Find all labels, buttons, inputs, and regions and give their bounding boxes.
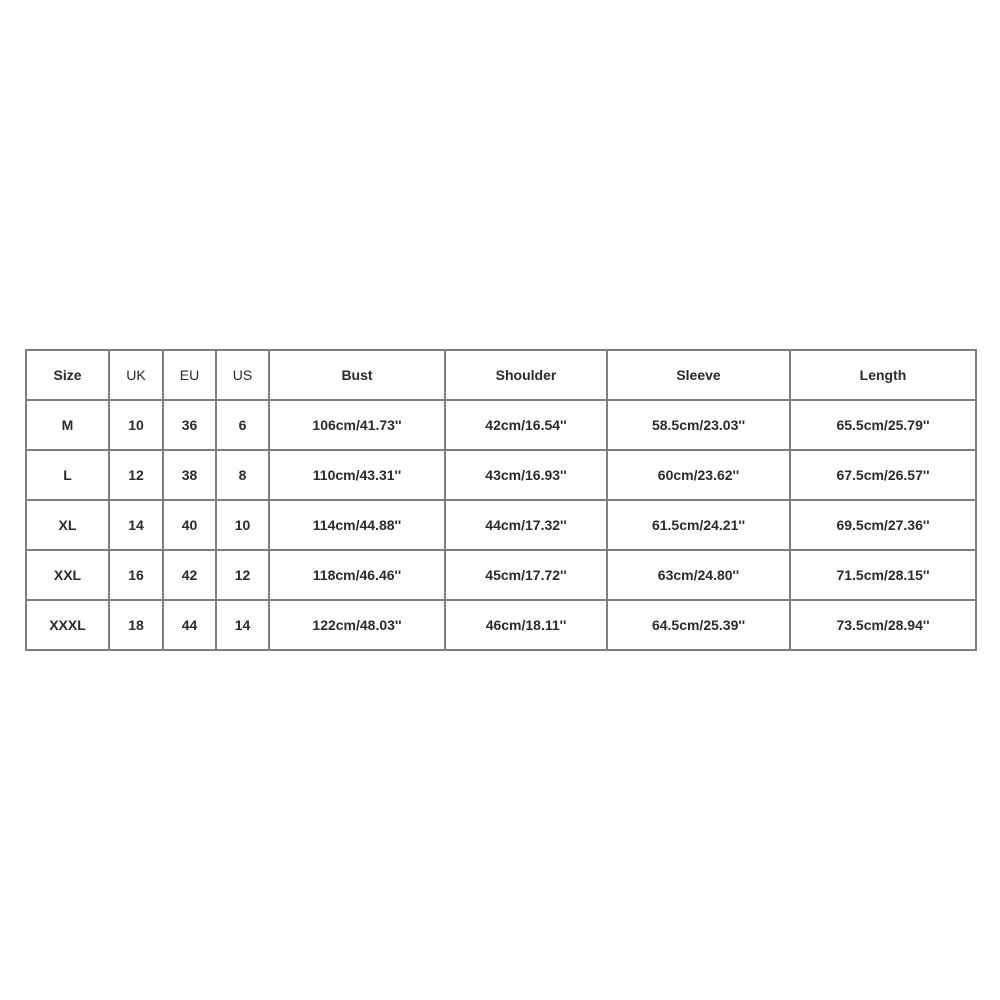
table-row	[26, 600, 976, 650]
cell-uk: 18	[109, 600, 163, 650]
cell-shoulder: 42cm/16.54''	[445, 400, 607, 450]
cell-bust: 110cm/43.31''	[269, 450, 445, 500]
cell-us: 12	[216, 550, 269, 600]
cell-eu: 40	[163, 500, 216, 550]
table-row	[26, 550, 976, 600]
cell-bust: 118cm/46.46''	[269, 550, 445, 600]
cell-shoulder: 43cm/16.93''	[445, 450, 607, 500]
cell-sleeve: 61.5cm/24.21''	[607, 500, 790, 550]
cell-sleeve: 58.5cm/23.03''	[607, 400, 790, 450]
cell-us: 14	[216, 600, 269, 650]
cell-shoulder: 44cm/17.32''	[445, 500, 607, 550]
cell-uk: 16	[109, 550, 163, 600]
column-header-eu: EU	[163, 350, 216, 400]
cell-size: XXL	[26, 550, 109, 600]
cell-uk: 14	[109, 500, 163, 550]
cell-size: XXXL	[26, 600, 109, 650]
table-row	[26, 450, 976, 500]
cell-shoulder: 45cm/17.72''	[445, 550, 607, 600]
cell-us: 10	[216, 500, 269, 550]
cell-sleeve: 60cm/23.62''	[607, 450, 790, 500]
cell-bust: 122cm/48.03''	[269, 600, 445, 650]
column-header-shoulder: Shoulder	[445, 350, 607, 400]
cell-size: M	[26, 400, 109, 450]
cell-bust: 114cm/44.88''	[269, 500, 445, 550]
column-header-bust: Bust	[269, 350, 445, 400]
cell-sleeve: 63cm/24.80''	[607, 550, 790, 600]
table-row	[26, 500, 976, 550]
cell-uk: 12	[109, 450, 163, 500]
cell-length: 69.5cm/27.36''	[790, 500, 976, 550]
column-header-uk: UK	[109, 350, 163, 400]
cell-size: XL	[26, 500, 109, 550]
column-header-length: Length	[790, 350, 976, 400]
size-chart-table	[25, 349, 977, 651]
table-header-row	[26, 350, 976, 400]
cell-length: 65.5cm/25.79''	[790, 400, 976, 450]
column-header-us: US	[216, 350, 269, 400]
cell-shoulder: 46cm/18.11''	[445, 600, 607, 650]
cell-uk: 10	[109, 400, 163, 450]
cell-eu: 38	[163, 450, 216, 500]
cell-eu: 42	[163, 550, 216, 600]
column-header-sleeve: Sleeve	[607, 350, 790, 400]
column-header-size: Size	[26, 350, 109, 400]
cell-eu: 36	[163, 400, 216, 450]
table-row	[26, 400, 976, 450]
cell-eu: 44	[163, 600, 216, 650]
cell-bust: 106cm/41.73''	[269, 400, 445, 450]
cell-length: 73.5cm/28.94''	[790, 600, 976, 650]
size-chart-container	[25, 349, 975, 650]
cell-us: 6	[216, 400, 269, 450]
cell-us: 8	[216, 450, 269, 500]
cell-length: 67.5cm/26.57''	[790, 450, 976, 500]
cell-size: L	[26, 450, 109, 500]
cell-length: 71.5cm/28.15''	[790, 550, 976, 600]
cell-sleeve: 64.5cm/25.39''	[607, 600, 790, 650]
